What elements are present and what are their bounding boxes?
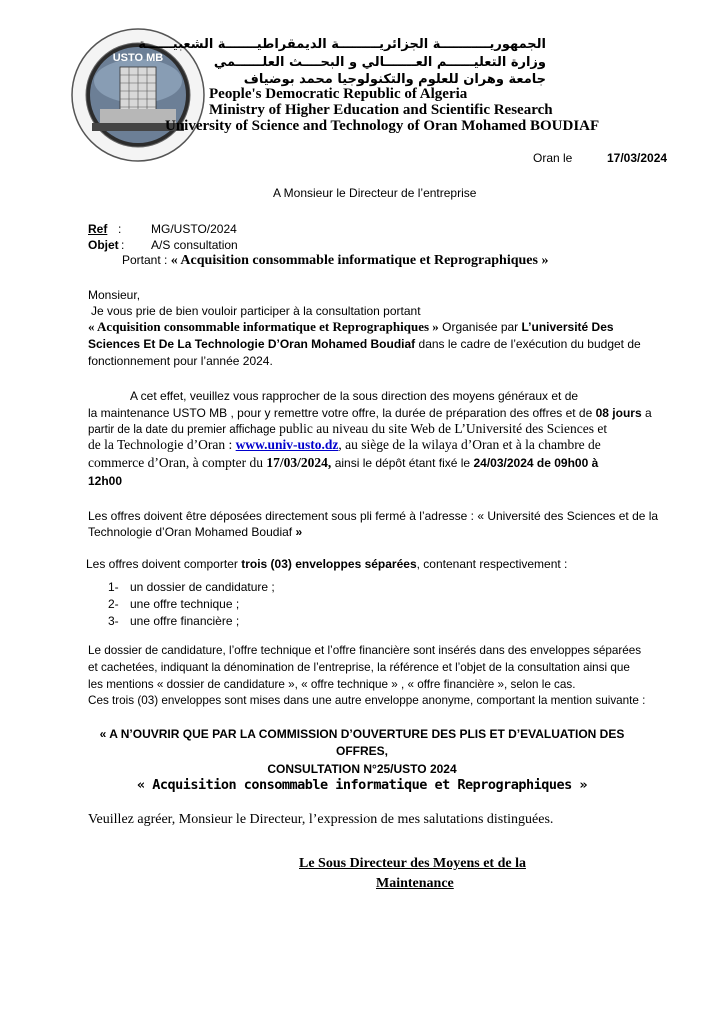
p5-line2: et cachetées, indiquant la dénomination de l’entreprise, la référence et l’objet de la consultation ainsi que (88, 661, 630, 674)
p5-line1: Le dossier de candidature, l’offre technique et l’offre financière sont insérés dans des enveloppes séparées (88, 644, 642, 657)
objet-colon: : (121, 238, 125, 252)
portant-text: « Acquisition consommable informatique et Reprographiques » (170, 253, 549, 268)
p2-duration: 08 jours (595, 406, 642, 420)
signature-line1: Le Sous Directeur des Moyens et de la (299, 856, 526, 871)
header-arabic-line3: جامعة وهران للعلوم والتكنولوجيا محمد بوضياف (243, 72, 546, 87)
date-value: 17/03/2024 (607, 151, 668, 165)
p2-deposit-date: 24/03/2024 de 09h00 à (473, 456, 599, 470)
ref-label: Ref (88, 222, 108, 236)
p4-end: , contenant respectivement : (416, 557, 568, 571)
p5-line4: Ces trois (03) enveloppes sont mises dans une autre enveloppe anonyme, comportant la mention suivante : (88, 694, 646, 707)
p3-line1 (88, 508, 658, 524)
header-arabic-line1: الجمهوريـــــــــــة الجزائريـــــــــة الديمقراطيـــــــة الشعبيــــــة (138, 37, 546, 52)
p2-line2 (88, 405, 652, 421)
p2-deposit-text: ainsi le dépôt étant fixé le (334, 456, 471, 470)
p2-line5 (88, 455, 598, 471)
p4-envelopes: trois (03) enveloppes séparées (241, 557, 417, 571)
ref-colon: : (118, 222, 122, 236)
recipient: A Monsieur le Directeur de l’entreprise (273, 186, 477, 200)
p2-start-date: 17/03/2024, (266, 455, 332, 470)
notice-line3: CONSULTATION N°25/USTO 2024 (267, 762, 457, 776)
p5-line3: les mentions « dossier de candidature », « offre technique » , « offre financière », selon le cas. (88, 678, 576, 691)
p2-line4-text: de la Technologie d’Oran : (88, 437, 233, 452)
p2-line2-text: la maintenance USTO MB , pour y remettre votre offre, la durée de préparation des offres et de (88, 406, 593, 420)
p3-line2 (88, 524, 302, 540)
portant-label: Portant : (122, 253, 168, 267)
list-item-2: une offre technique ; (130, 597, 240, 611)
website-link[interactable]: www.univ-usto.dz (235, 437, 339, 452)
list-item-3-num: 3- (108, 614, 119, 628)
p2-line4-end: , au siège de la wilaya d’Oran et à la chambre de (338, 437, 601, 452)
header-line1: People's Democratic Republic of Algeria (209, 86, 468, 102)
p1-university-a: L’université Des (521, 320, 614, 334)
p3-address-b: Technologie d’Oran Mohamed Boudiaf (88, 525, 293, 539)
p4-text: Les offres doivent comporter (86, 557, 238, 571)
ref-value: MG/USTO/2024 (151, 222, 237, 236)
header-line2: Ministry of Higher Education and Scientific Research (209, 102, 553, 118)
p3-line1-text: Les offres doivent être déposées directement sous pli fermé à l’adresse : « (88, 509, 484, 523)
logo-text: USTO MB (112, 52, 164, 64)
p1-line1: Je vous prie de bien vouloir participer à la consultation portant (91, 304, 421, 318)
p2-line4 (88, 437, 601, 453)
list-item-1: un dossier de candidature ; (130, 580, 275, 594)
objet-value: A/S consultation (151, 238, 238, 252)
header-line3: University of Science and Technology of Oran Mohamed BOUDIAF (165, 118, 600, 134)
header-arabic-line2: وزارة التعليــــــم العـــــــالي و البحــــث العلــــــمي (213, 55, 546, 70)
p2-line5-text: commerce d’Oran, à compter du (88, 455, 264, 470)
notice-line1: « A N’OUVRIR QUE PAR LA COMMISSION D’OUVERTURE DES PLIS ET D’EVALUATION DES (99, 727, 625, 741)
p2-line3-serif: public au niveau du site Web de L’Université des Sciences et (279, 421, 608, 436)
p1-university-b: Sciences Et De La Technologie D’Oran Mohamed Boudiaf (88, 337, 416, 351)
p2-line6: 12h00 (88, 474, 123, 488)
notice-line4: « Acquisition consommable informatique et Reprographiques » (136, 777, 588, 793)
salutation: Monsieur, (88, 288, 141, 302)
p1-line2 (88, 319, 614, 335)
p3-address-a: Université des Sciences et de la (487, 509, 659, 523)
p1-line4: fonctionnement pour l’année 2024. (88, 354, 273, 368)
date-label: Oran le (533, 151, 573, 165)
p1-budget: dans le cadre de l’exécution du budget de (418, 337, 641, 351)
closing: Veuillez agréer, Monsieur le Directeur, l’expression de mes salutations distinguées. (88, 812, 554, 827)
p3-close-quote: » (295, 525, 303, 539)
notice-line2: OFFRES, (335, 744, 388, 758)
p1-organisee: Organisée par (442, 320, 519, 334)
list-item-1-num: 1- (108, 580, 119, 594)
list-item-2-num: 2- (108, 597, 119, 611)
p4-line (86, 556, 567, 572)
p2-line2-end: a (645, 406, 652, 420)
portant-line (122, 253, 548, 269)
p2-line1: A cet effet, veuillez vous rapprocher de la sous direction des moyens généraux et de (130, 389, 579, 403)
signature-line2: Maintenance (376, 876, 454, 891)
list-item-3: une offre financière ; (130, 614, 240, 628)
p1-title: « Acquisition consommable informatique et Reprographiques » (88, 319, 439, 334)
p2-line3 (88, 421, 607, 438)
p1-line3 (88, 336, 641, 352)
p2-line3-text: partir de la date du premier affichage (88, 424, 276, 436)
objet-label: Objet (88, 238, 119, 252)
